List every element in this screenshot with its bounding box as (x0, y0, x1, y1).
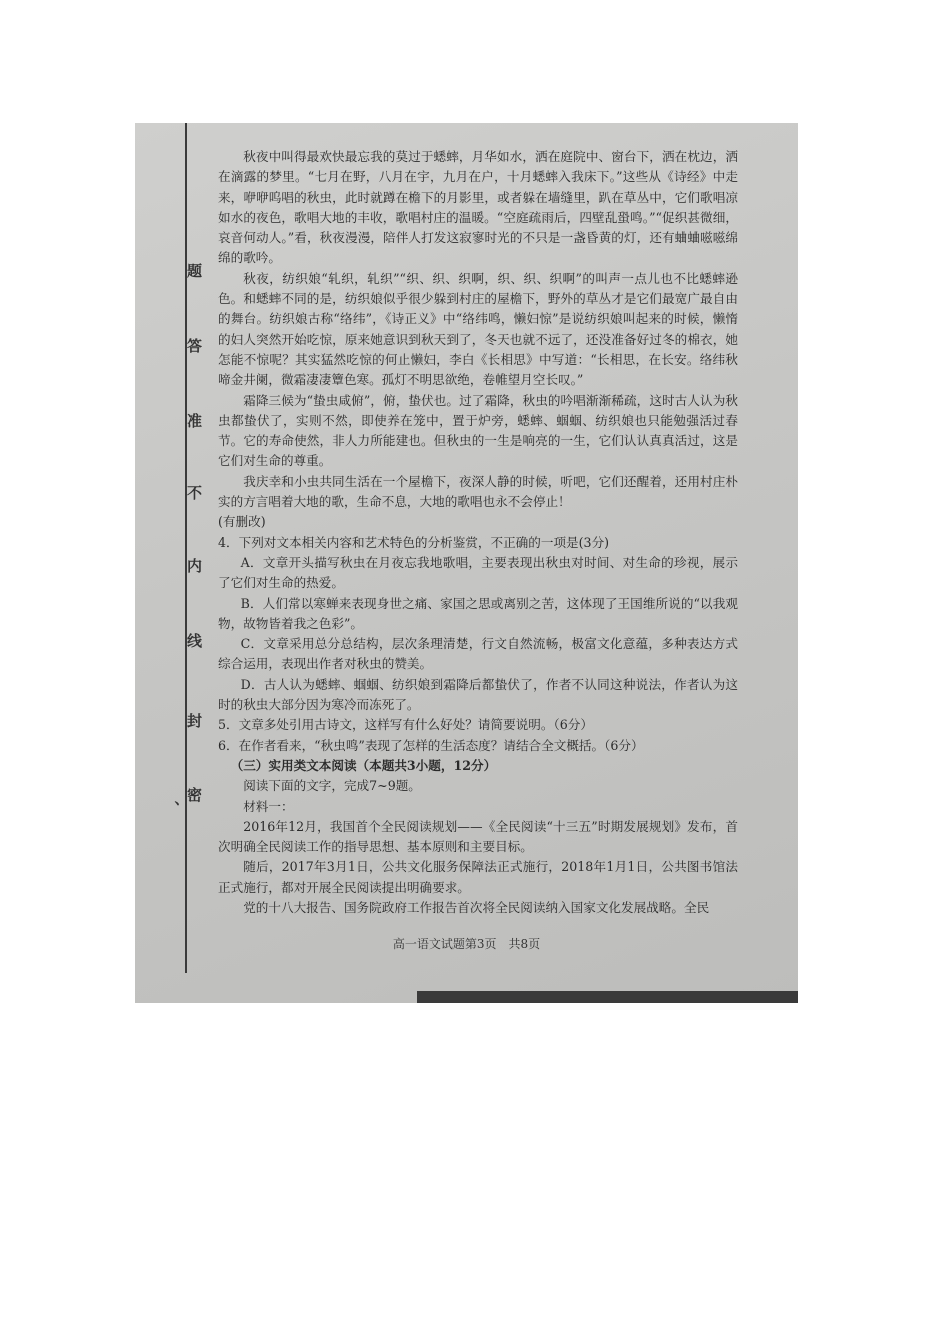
section-3-instruction: 阅读下面的文字，完成7~9题。 (243, 778, 421, 794)
exam-page-photo (135, 123, 798, 1003)
material-label: 材料一： (243, 798, 294, 814)
margin-char: 准 (185, 413, 203, 428)
material-paragraph: 党的十八大报告、国务院政府工作报告首次将全民阅读纳入国家文化发展战略。全民 (243, 899, 710, 915)
source-note: (有删改) (218, 514, 266, 530)
margin-char: 封 (185, 713, 203, 728)
question-6: 6．在作者看来，“秋虫鸣”表现了怎样的生活态度？请结合全文概括。（6分） (218, 737, 644, 753)
margin-char: 密 (185, 787, 203, 802)
margin-char: 、 (163, 801, 181, 816)
material-paragraph: 随后，2017年3月1日，公共文化服务保障法正式施行，2018年1月1日，公共图书馆法正式施行，都对开展全民阅读提出明确要求。 (218, 859, 738, 895)
question-4-option-d: D．古人认为蟋蟀、蝈蝈、纺织娘到霜降后都蛰伏了，作者不认同这种说法，作者认为这时的秋虫大部分因为寒冷而冻死了。 (218, 676, 738, 713)
question-4-option-c: C．文章采用总分总结构，层次条理清楚，行文自然流畅，极富文化意蕴，多种表达方式综合运用，表现出作者对秋虫的赞美。 (218, 636, 738, 672)
question-4-option-b: B．人们常以寒蝉来表现身世之痛、家国之思或离别之苦，这体现了王国维所说的“以我观物，故物皆着我之色彩”。 (218, 595, 738, 631)
passage-paragraph: 秋夜，纺织娘“轧织，轧织”“织、织、织啊，织、织、织啊”的叫声一点儿也不比蟋蟀逊色。和蟋蟀不同的是，纺织娘似乎很少躲到村庄的屋檐下，野外的草丛才是它们最宽广最自由的舞台。纺织娘古称“络纬”，《诗正义》中“络纬鸣，懒妇惊”是说纺织娘叫起来的时候，懒惰的妇人突然开始吃惊，原来她意识到秋天到了，冬天也就不远了，还没准备好过冬的棉衣，她怎能不惊呢？其实猛然吃惊的何止懒妇，李白《长相思》中写道：“长相思，在长安。络纬秋啼金井阑，微霜凄凄簟色寒。孤灯不明思欲绝，卷帷望月空长叹。” (218, 270, 738, 388)
binding-line (185, 123, 187, 973)
passage-paragraph: 我庆幸和小虫共同生活在一个屋檐下，夜深人静的时候，听吧，它们还醒着，还用村庄朴实的方言唱着大地的歌，生命不息，大地的歌唱也永不会停止！ (218, 473, 738, 510)
question-4-stem: 4．下列对文本相关内容和艺术特色的分析鉴赏，不正确的一项是(3分) (218, 534, 610, 550)
exam-content (218, 147, 738, 918)
page-footer: 高一语文试题第3页 共8页 (392, 937, 541, 951)
margin-char: 不 (185, 485, 203, 500)
question-4-option-a: A．文章开头描写秋虫在月夜忘我地歌唱，主要表现出秋虫对时间、对生命的珍视，展示了它们对生命的热爱。 (218, 554, 738, 591)
photo-edge-shadow (417, 991, 798, 1003)
section-3-title: （三）实用类文本阅读（本题共3小题，12分） (230, 757, 497, 773)
margin-char: 答 (185, 338, 203, 353)
question-5: 5．文章多处引用古诗文，这样写有什么好处？请简要说明。（6分） (218, 717, 593, 733)
margin-char: 线 (185, 633, 203, 648)
passage-paragraph: 秋夜中叫得最欢快最忘我的莫过于蟋蟀，月华如水，洒在庭院中、窗台下，洒在枕边，洒在滴露的梦里。“七月在野，八月在宇，九月在户，十月蟋蟀入我床下。”这些从《诗经》中走来，咿咿呜唱的秋虫，此时就蹲在檐下的月影里，或者躲在墙缝里，趴在草丛中，它们歌唱凉如水的夜色，歌唱大地的丰收，歌唱村庄的温暖。“空庭疏雨后，四壁乱蛩鸣。”“促织甚微细，哀音何动人。”看，秋夜漫漫，陪伴人打发这寂寥时光的不只是一盏昏黄的灯，还有蛐蛐嗞嗞绵绵的歌吟。 (218, 149, 738, 266)
margin-char: 题 (185, 263, 203, 278)
margin-char: 内 (185, 558, 203, 573)
material-paragraph: 2016年12月，我国首个全民阅读规划——《全民阅读“十三五”时期发展规划》发布，首次明确全民阅读工作的指导思想、基本原则和主要目标。 (218, 818, 738, 855)
passage-paragraph: 霜降三候为“蛰虫咸俯”，俯，蛰伏也。过了霜降，秋虫的吟唱渐渐稀疏，这时古人认为秋虫都蛰伏了，实则不然，即使养在笼中，置于炉旁，蟋蟀、蝈蝈、纺织娘也只能勉强活过春节。它的寿命使然，非人力所能建也。但秋虫的一生是响亮的一生，它们认认真真活过，这是它们对生命的尊重。 (218, 392, 738, 469)
